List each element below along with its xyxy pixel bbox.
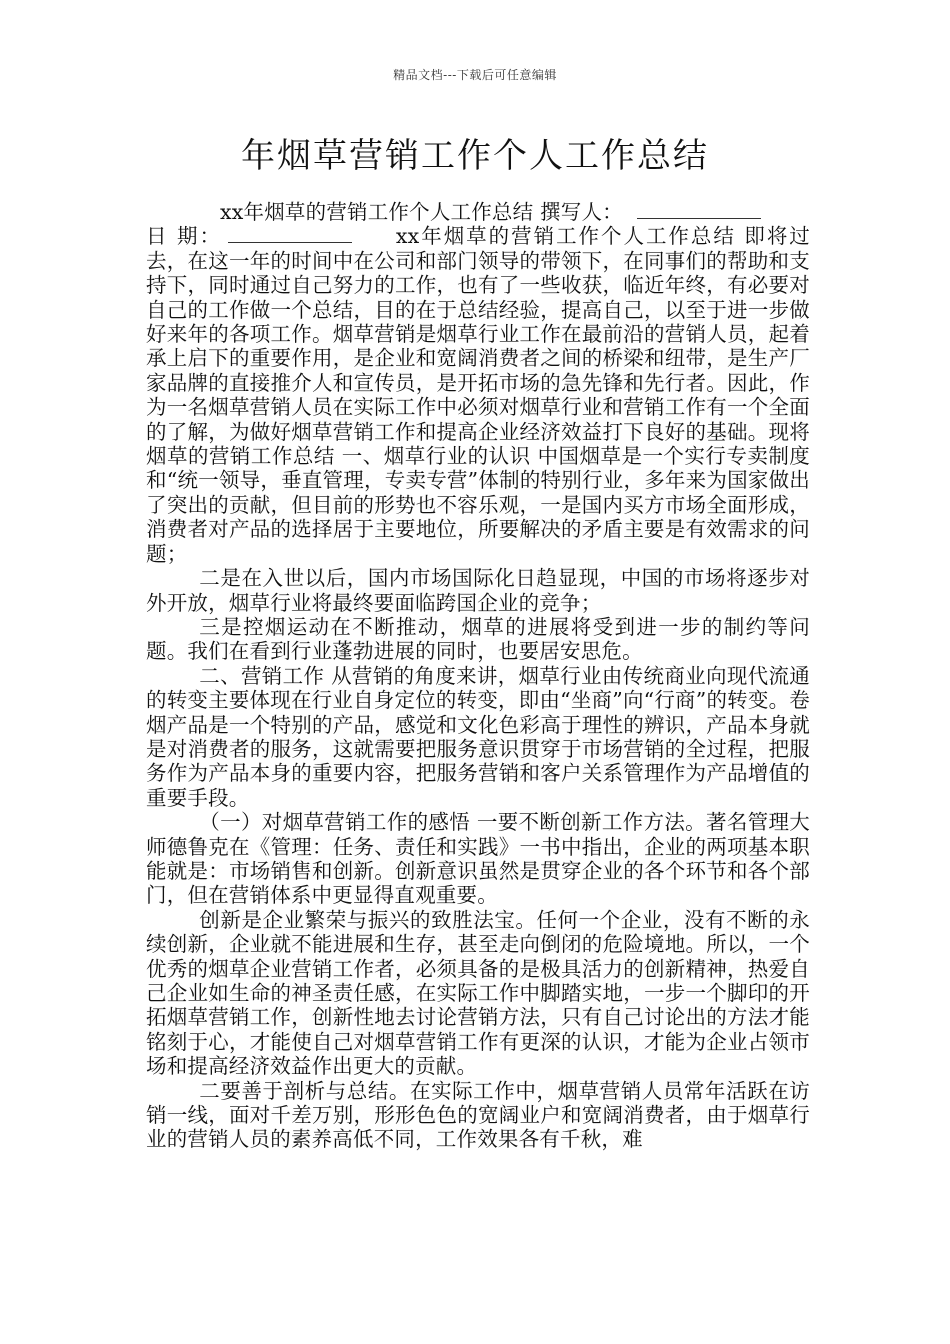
writer-blank — [637, 200, 761, 219]
header-note: 精品文档---下载后可任意编辑 — [393, 68, 557, 82]
body-paragraph: 创新是企业繁荣与振兴的致胜法宝。任何一个企业，没有不断的永续创新，企业就不能进展和生存，甚至走向倒闭的危险境地。所以，一个优秀的烟草企业营销工作者，必须具备的是极具活力的创新精神，热爱自己企业如生命的神圣责任感，在实际工作中脚踏实地，一步一个脚印的开拓烟草营销工作，创新性地去讨论营销方法，只有自己讨论出的方法才能铭刻于心，才能使自己对烟草营销工作有更深的认识，才能为企业占领市场和提高经济效益作出更大的贡献。 — [146, 907, 810, 1079]
date-blank — [228, 224, 352, 243]
intro-paragraph — [146, 200, 810, 566]
document-body — [146, 200, 810, 1152]
body-paragraph: （一）对烟草营销工作的感悟 一要不断创新工作方法。著名管理大师德鲁克在《管理：任务、责任和实践》一书中指出，企业的两项基本职能就是：市场销售和创新。创新意识虽然是贯穿企业的各个环节和各个部门，但在营销体系中更显得直观重要。 — [146, 810, 810, 908]
document-title: 年烟草营销工作个人工作总结 — [241, 136, 709, 176]
body-paragraph: 二、营销工作 从营销的角度来讲，烟草行业由传统商业向现代流通的转变主要体现在行业自身定位的转变，即由“坐商”向“行商”的转变。卷烟产品是一个特别的产品，感觉和文化色彩高于理性的辨识，产品本身就是对消费者的服务，这就需要把服务意识贯穿于市场营销的全过程，把服务作为产品本身的重要内容，把服务营销和客户关系管理作为产品增值的重要手段。 — [146, 663, 810, 810]
intro-opening: xx年烟草的营销工作个人工作总结 即将过去，在这一年的时间中在公司和部门领导的带领下，在同事们的帮助和支持下，同时通过自己努力的工作，也有了一些收获，临近年终，有必要对自己的工作做一个总结，目的在于总结经验，提高自己，以至于进一步做好来年的各项工作。烟草营销是烟草行业工作在最前沿的营销人员，起着承上启下的重要作用，是企业和宽阔消费者之间的桥梁和纽带，是生产厂家品牌的直接推介人和宣传员，是开拓市场的急先锋和先行者。因此，作为一名烟草营销人员在实际工作中必须对烟草行业和营销工作有一个全面的了解，为做好烟草营销工作和提高企业经济效益打下良好的基础。现将烟草的营销工作总结 一、烟草行业的认识 中国烟草是一个实行专卖制度和“统一领导，垂直管理，专卖专营”体制的特别行业，多年来为国家做出了突出的贡献，但目前的形势也不容乐观，一是国内买方市场全面形成，消费者对产品的选择居于主要地位，所要解决的矛盾主要是有效需求的问题； — [146, 224, 810, 566]
body-paragraph: 二是在入世以后，国内市场国际化日趋显现，中国的市场将逐步对外开放，烟草行业将最终要面临跨国企业的竞争； — [146, 566, 810, 615]
body-paragraph: 二要善于剖析与总结。在实际工作中，烟草营销人员常年活跃在访销一线，面对千差万别，形形色色的宽阔业户和宽阔消费者，由于烟草行业的营销人员的素养高低不同，工作效果各有千秋，难 — [146, 1078, 810, 1152]
date-label: 日 期： — [146, 224, 222, 249]
body-paragraph: 三是控烟运动在不断推动，烟草的进展将受到进一步的制约等问题。我们在看到行业蓬勃进展的同时，也要居安思危。 — [146, 614, 810, 664]
intro-subtitle-line — [146, 200, 810, 224]
intro-subtitle: xx年烟草的营销工作个人工作总结 撰写人： — [220, 200, 623, 224]
